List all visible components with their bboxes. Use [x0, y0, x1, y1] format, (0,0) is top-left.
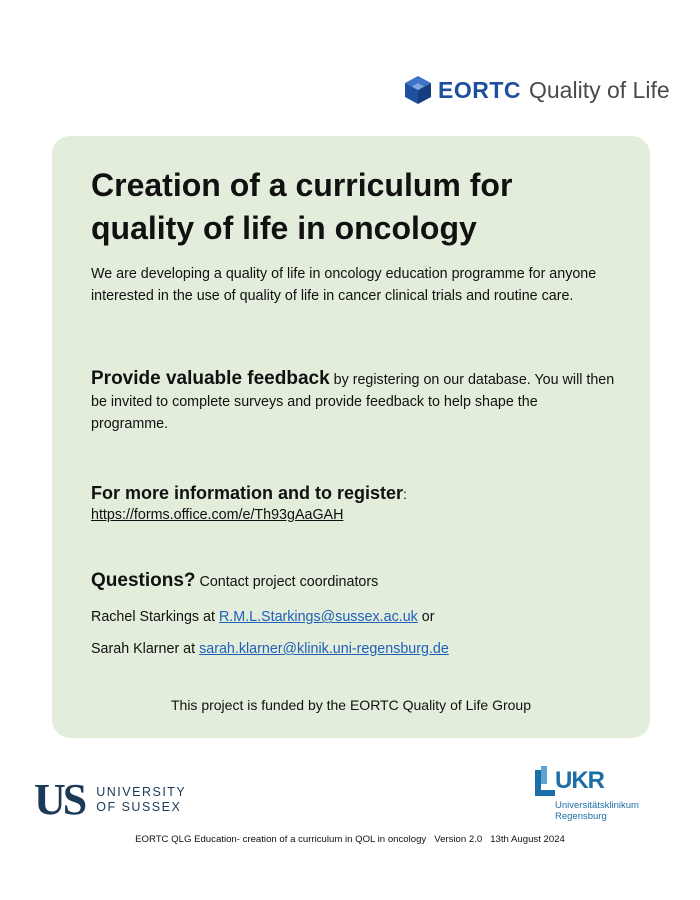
title-line-2: quality of life in oncology: [91, 210, 477, 246]
questions-heading: Questions?: [91, 570, 196, 591]
sussex-line-1: UNIVERSITY: [96, 785, 187, 799]
contact-sarah: [91, 639, 449, 659]
eortc-cube-icon: [402, 74, 434, 106]
page-title: [91, 164, 611, 250]
sussex-us-mark: US: [34, 775, 85, 824]
funding-statement: This project is funded by the EORTC Quality of Life Group: [170, 697, 532, 713]
sussex-logo: [34, 775, 187, 824]
contact-rachel: [91, 607, 435, 627]
feedback-text: by registering on our database. You will then be invited to complete surveys and provide feedback to help shape the programme.: [91, 372, 615, 432]
feedback-paragraph: [91, 368, 616, 435]
title-line-1: Creation of a curriculum for: [91, 167, 513, 203]
ukr-letters: UKR: [555, 767, 604, 794]
ukr-line-1: Universitätsklinikum: [555, 800, 639, 811]
email-link-sarah[interactable]: sarah.klarner@klinik.uni-regensburg.de: [199, 641, 449, 657]
eortc-tagline-text: Quality of Life: [529, 76, 670, 103]
feedback-heading: Provide valuable feedback: [91, 368, 330, 389]
contact-sarah-prefix: Sarah Klarner at: [91, 641, 200, 657]
ukr-wordmark: [555, 800, 639, 822]
contact-rachel-suffix: or: [417, 609, 435, 625]
ukr-line-2: Regensburg: [555, 811, 607, 822]
more-info-section: [91, 481, 616, 524]
questions-paragraph: [91, 569, 616, 594]
eortc-logo: [402, 70, 692, 110]
more-info-heading: For more information and to register: [91, 483, 404, 503]
email-link-rachel[interactable]: R.M.L.Starkings@sussex.ac.uk: [218, 609, 418, 625]
contact-rachel-prefix: Rachel Starkings at: [91, 609, 219, 625]
eortc-brand-text: EORTC: [438, 76, 521, 103]
document-footer: EORTC QLG Education- creation of a curriculum in QOL in oncology Version 2.0 13th August 2024: [135, 834, 565, 845]
sussex-line-2: OF SUSSEX: [96, 800, 182, 814]
more-info-colon: :: [403, 486, 407, 502]
questions-text: Contact project coordinators: [195, 574, 379, 590]
sussex-wordmark: [96, 785, 186, 815]
register-link[interactable]: https://forms.office.com/e/Th93gAaGAH: [91, 507, 344, 523]
intro-paragraph: We are developing a quality of life in oncology education programme for anyone interested in the use of quality of life in cancer clinical trials and routine care.: [91, 266, 597, 304]
ukr-logo: [533, 762, 683, 824]
